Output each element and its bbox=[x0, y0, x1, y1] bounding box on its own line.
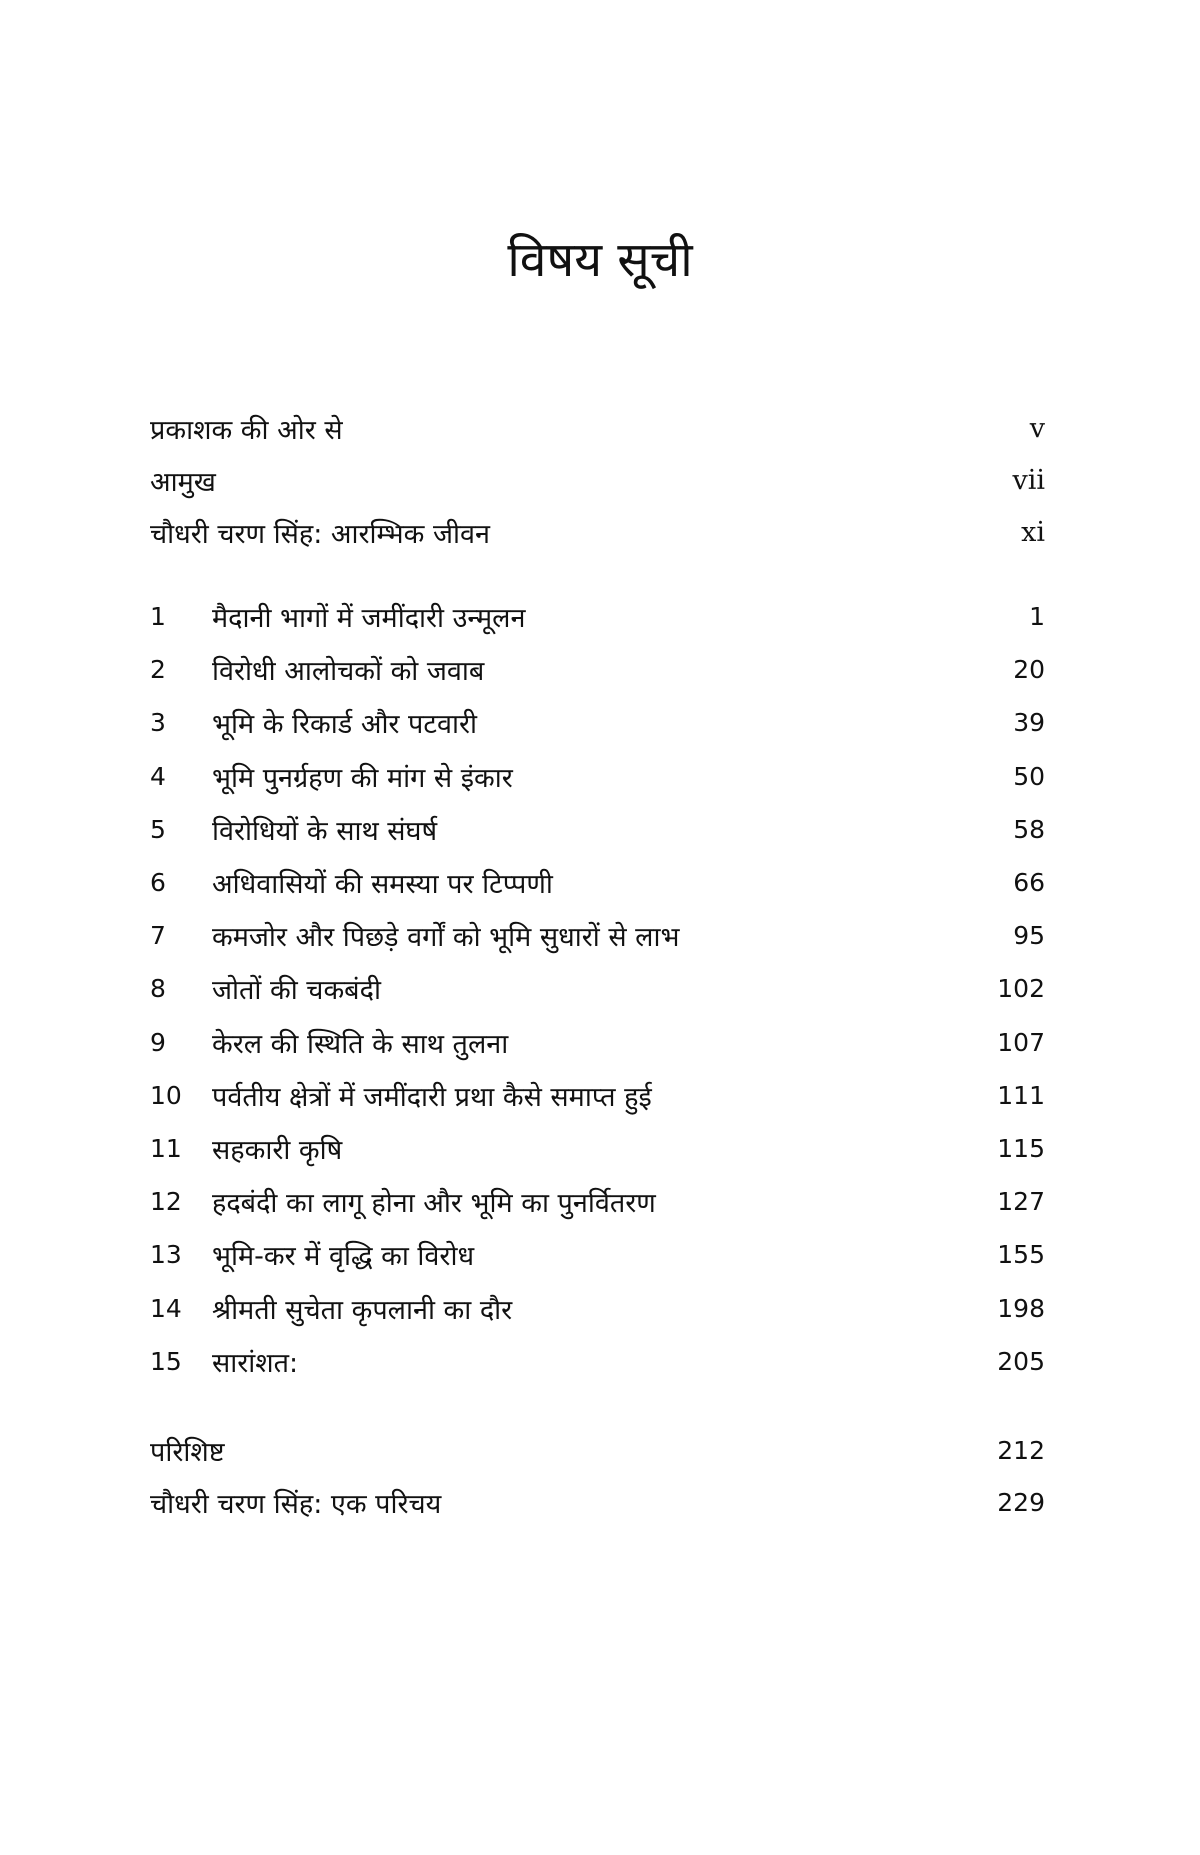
entry-label: चौधरी चरण सिंह: एक परिचय bbox=[150, 1488, 442, 1520]
entry-page: 212 bbox=[997, 1435, 1045, 1465]
entry-page: xi bbox=[1021, 516, 1045, 548]
chapter-entry[interactable] bbox=[150, 1069, 1045, 1122]
chapter-page: 39 bbox=[1013, 708, 1045, 738]
chapter-number: 4 bbox=[150, 761, 166, 791]
chapter-page: 1 bbox=[1029, 602, 1045, 632]
chapter-page: 102 bbox=[997, 974, 1045, 1004]
chapter-title: भूमि-कर में वृद्धि का विरोध bbox=[212, 1241, 475, 1273]
chapter-entry[interactable] bbox=[150, 1175, 1045, 1228]
entry-label: प्रकाशक की ओर से bbox=[150, 414, 343, 446]
chapter-entry[interactable] bbox=[150, 803, 1045, 856]
chapter-page: 198 bbox=[997, 1293, 1045, 1323]
chapter-number: 3 bbox=[150, 708, 166, 738]
chapter-number: 13 bbox=[150, 1240, 182, 1270]
entry-page: vii bbox=[1012, 464, 1045, 496]
chapter-number: 8 bbox=[150, 974, 166, 1004]
chapter-title: केरल की स्थिति के साथ तुलना bbox=[212, 1028, 509, 1060]
chapter-entry[interactable] bbox=[150, 1016, 1045, 1069]
chapter-number: 14 bbox=[150, 1293, 182, 1323]
chapter-title: भूमि पुनर्ग्रहण की मांग से इंकार bbox=[212, 762, 513, 794]
chapter-number: 6 bbox=[150, 868, 166, 898]
chapter-title: अधिवासियों की समस्या पर टिप्पणी bbox=[212, 869, 553, 901]
chapter-number: 1 bbox=[150, 602, 166, 632]
chapter-number: 2 bbox=[150, 655, 166, 685]
chapter-page: 95 bbox=[1013, 921, 1045, 951]
chapter-number: 10 bbox=[150, 1080, 182, 1110]
toc-entry[interactable] bbox=[150, 1476, 1045, 1528]
chapter-page: 205 bbox=[997, 1346, 1045, 1376]
chapter-number: 7 bbox=[150, 921, 166, 951]
chapter-title: विरोधियों के साथ संघर्ष bbox=[212, 815, 438, 847]
chapter-number: 11 bbox=[150, 1133, 182, 1163]
chapter-page: 20 bbox=[1013, 655, 1045, 685]
chapter-number: 12 bbox=[150, 1187, 182, 1217]
back-matter-list bbox=[150, 1424, 1045, 1528]
chapter-number: 9 bbox=[150, 1027, 166, 1057]
toc-entry[interactable] bbox=[150, 1424, 1045, 1476]
chapter-page: 107 bbox=[997, 1027, 1045, 1057]
entry-label: परिशिष्ट bbox=[150, 1436, 225, 1468]
entry-page: v bbox=[1029, 412, 1045, 444]
chapter-title: मैदानी भागों में जमींदारी उन्मूलन bbox=[212, 603, 526, 635]
entry-page: 229 bbox=[997, 1487, 1045, 1517]
chapter-title: जोतों की चकबंदी bbox=[212, 975, 381, 1007]
chapter-entry[interactable] bbox=[150, 909, 1045, 962]
chapter-entry[interactable] bbox=[150, 590, 1045, 643]
chapter-entry[interactable] bbox=[150, 750, 1045, 803]
chapter-number: 5 bbox=[150, 814, 166, 844]
chapter-entry[interactable] bbox=[150, 696, 1045, 749]
chapter-entry[interactable] bbox=[150, 1228, 1045, 1281]
chapter-list bbox=[150, 590, 1045, 1388]
toc-entry[interactable] bbox=[150, 506, 1045, 558]
chapter-title: भूमि के रिकार्ड और पटवारी bbox=[212, 709, 478, 741]
entry-label: चौधरी चरण सिंह: आरम्भिक जीवन bbox=[150, 518, 490, 550]
chapter-page: 115 bbox=[997, 1133, 1045, 1163]
chapter-page: 111 bbox=[997, 1080, 1045, 1110]
front-matter-list bbox=[150, 402, 1045, 558]
chapter-title: विरोधी आलोचकों को जवाब bbox=[212, 656, 485, 688]
chapter-entry[interactable] bbox=[150, 1281, 1045, 1334]
chapter-page: 66 bbox=[1013, 868, 1045, 898]
chapter-title: सारांशत: bbox=[212, 1347, 299, 1379]
chapter-page: 127 bbox=[997, 1187, 1045, 1217]
chapter-page: 155 bbox=[997, 1240, 1045, 1270]
chapter-page: 50 bbox=[1013, 761, 1045, 791]
chapter-title: श्रीमती सुचेता कृपलानी का दौर bbox=[212, 1294, 513, 1326]
chapter-entry[interactable] bbox=[150, 1122, 1045, 1175]
chapter-page: 58 bbox=[1013, 814, 1045, 844]
chapter-entry[interactable] bbox=[150, 962, 1045, 1015]
entry-label: आमुख bbox=[150, 466, 216, 498]
chapter-entry[interactable] bbox=[150, 643, 1045, 696]
chapter-title: सहकारी कृषि bbox=[212, 1134, 343, 1166]
page-title: विषय सूची bbox=[507, 232, 693, 288]
chapter-title: हदबंदी का लागू होना और भूमि का पुनर्वितरण bbox=[212, 1188, 656, 1220]
chapter-title: कमजोर और पिछड़े वर्गों को भूमि सुधारों से लाभ bbox=[212, 922, 680, 954]
toc-entry[interactable] bbox=[150, 454, 1045, 506]
chapter-entry[interactable] bbox=[150, 856, 1045, 909]
toc-entry[interactable] bbox=[150, 402, 1045, 454]
chapter-entry[interactable] bbox=[150, 1335, 1045, 1388]
chapter-number: 15 bbox=[150, 1346, 182, 1376]
chapter-title: पर्वतीय क्षेत्रों में जमींदारी प्रथा कैसे समाप्त हुई bbox=[212, 1081, 652, 1113]
